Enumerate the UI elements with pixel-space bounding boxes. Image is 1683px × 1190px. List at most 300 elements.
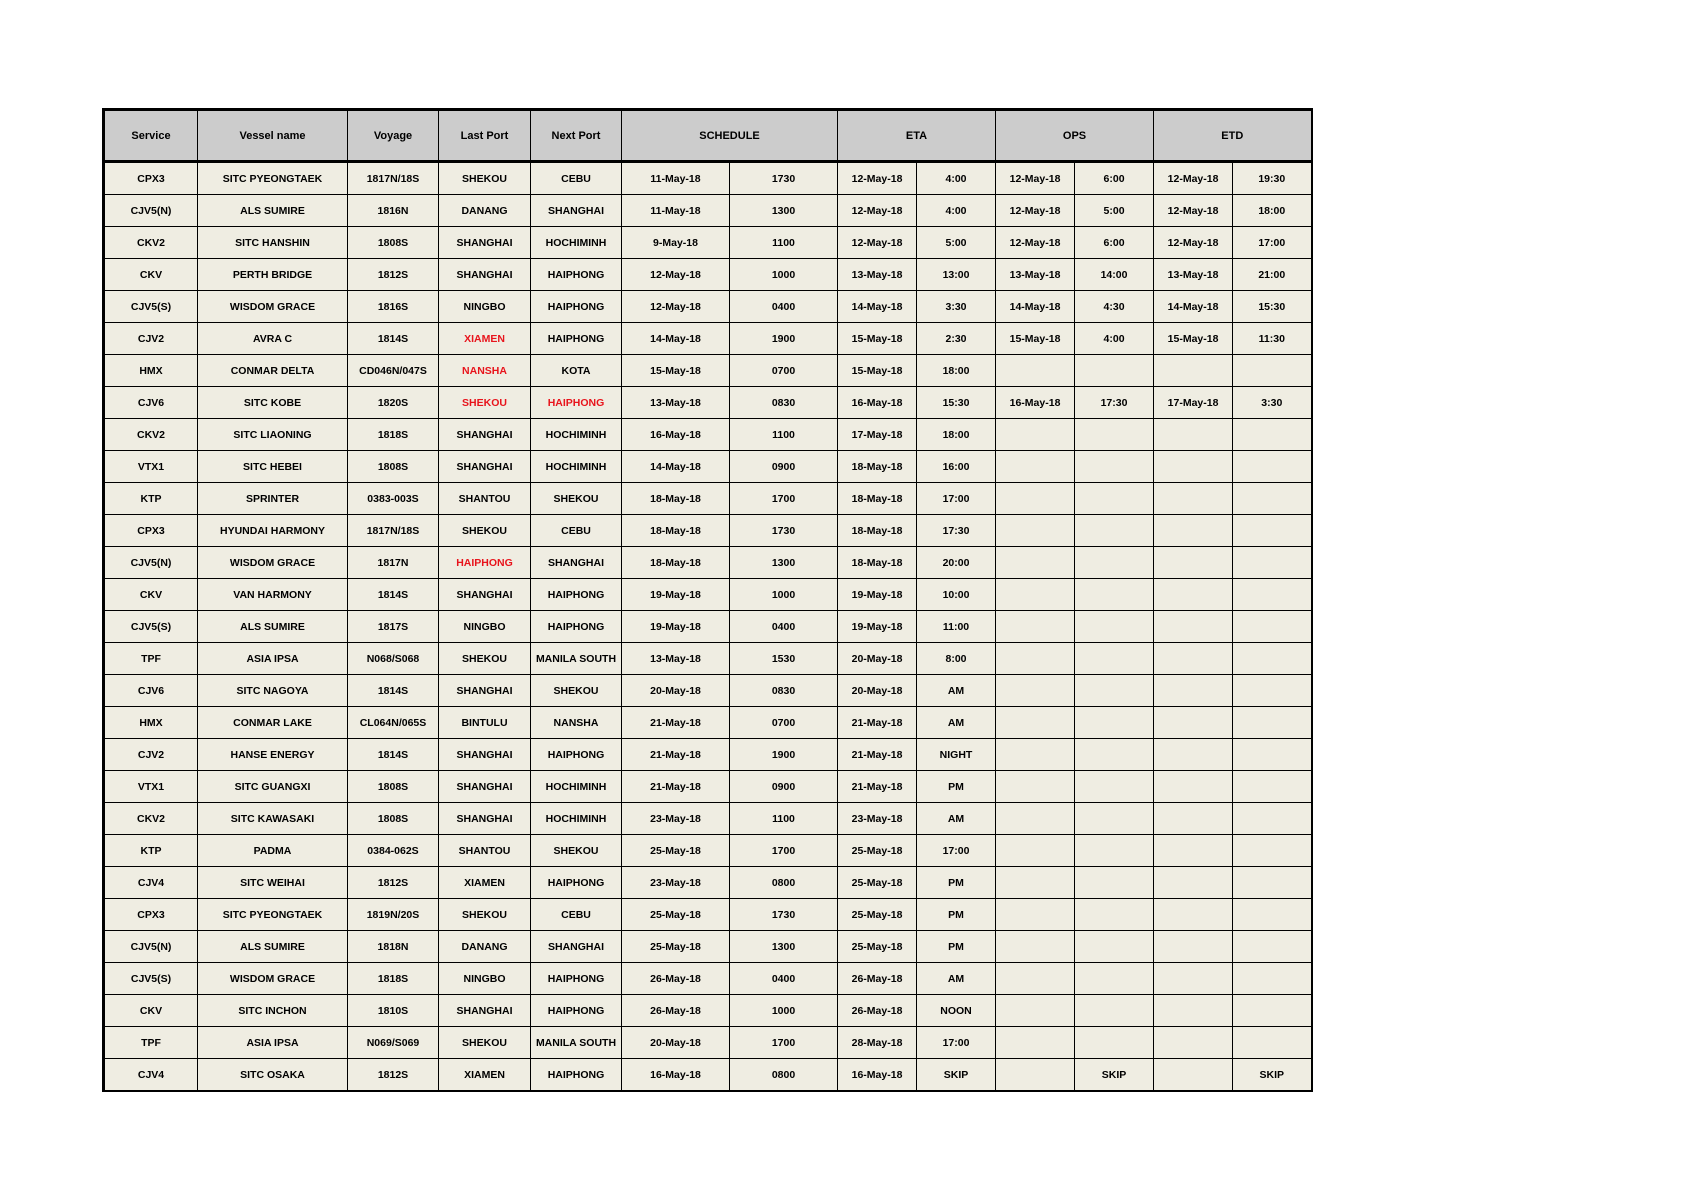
cell-voyage: 1814S	[348, 739, 439, 771]
cell-ops-time: 6:00	[1075, 162, 1154, 195]
cell-voyage: 1814S	[348, 579, 439, 611]
table-row	[104, 643, 1312, 675]
cell-vessel-name: SPRINTER	[198, 483, 348, 515]
cell-service: CKV2	[104, 419, 198, 451]
cell-voyage: N068/S068	[348, 643, 439, 675]
cell-schedule-date: 18-May-18	[622, 515, 730, 547]
table-row	[104, 803, 1312, 835]
cell-ops-time: 4:30	[1075, 291, 1154, 323]
cell-schedule-date: 18-May-18	[622, 547, 730, 579]
cell-schedule-date: 14-May-18	[622, 323, 730, 355]
cell-service: CKV	[104, 259, 198, 291]
cell-eta-time: 20:00	[917, 547, 996, 579]
cell-ops-time: 5:00	[1075, 195, 1154, 227]
cell-ops-date	[996, 771, 1075, 803]
cell-eta-time: 11:00	[917, 611, 996, 643]
cell-schedule-time: 1100	[730, 419, 838, 451]
cell-last-port: DANANG	[439, 195, 531, 227]
table-row	[104, 483, 1312, 515]
cell-service: CJV5(S)	[104, 963, 198, 995]
cell-etd-date	[1154, 1059, 1233, 1092]
cell-schedule-time: 1700	[730, 835, 838, 867]
cell-schedule-time: 0700	[730, 355, 838, 387]
cell-ops-time	[1075, 675, 1154, 707]
cell-last-port: NINGBO	[439, 611, 531, 643]
cell-schedule-time: 0900	[730, 451, 838, 483]
cell-eta-time: 3:30	[917, 291, 996, 323]
cell-ops-time	[1075, 867, 1154, 899]
cell-etd-time	[1233, 835, 1312, 867]
cell-etd-time	[1233, 451, 1312, 483]
cell-eta-date: 17-May-18	[838, 419, 917, 451]
cell-voyage: 1808S	[348, 771, 439, 803]
cell-voyage: 1818N	[348, 931, 439, 963]
cell-ops-date	[996, 707, 1075, 739]
cell-eta-date: 12-May-18	[838, 227, 917, 259]
cell-ops-date	[996, 419, 1075, 451]
cell-service: CJV6	[104, 387, 198, 419]
header-eta: ETA	[838, 110, 996, 162]
cell-eta-time: SKIP	[917, 1059, 996, 1092]
cell-etd-date	[1154, 547, 1233, 579]
cell-next-port: SHEKOU	[531, 483, 622, 515]
cell-next-port: MANILA SOUTH	[531, 1027, 622, 1059]
cell-next-port: SHANGHAI	[531, 547, 622, 579]
cell-etd-time	[1233, 771, 1312, 803]
cell-ops-time	[1075, 355, 1154, 387]
cell-next-port: MANILA SOUTH	[531, 643, 622, 675]
cell-eta-time: 4:00	[917, 162, 996, 195]
cell-ops-date	[996, 835, 1075, 867]
cell-schedule-date: 23-May-18	[622, 803, 730, 835]
cell-last-port: SHANGHAI	[439, 259, 531, 291]
cell-etd-time: 15:30	[1233, 291, 1312, 323]
cell-last-port: SHANTOU	[439, 835, 531, 867]
cell-eta-time: 10:00	[917, 579, 996, 611]
cell-eta-date: 15-May-18	[838, 323, 917, 355]
cell-last-port: SHEKOU	[439, 387, 531, 419]
cell-eta-date: 25-May-18	[838, 899, 917, 931]
cell-ops-time	[1075, 707, 1154, 739]
cell-etd-date	[1154, 771, 1233, 803]
cell-vessel-name: SITC LIAONING	[198, 419, 348, 451]
cell-ops-date	[996, 803, 1075, 835]
cell-last-port: HAIPHONG	[439, 547, 531, 579]
cell-service: CJV4	[104, 1059, 198, 1092]
cell-voyage: CD046N/047S	[348, 355, 439, 387]
cell-service: VTX1	[104, 771, 198, 803]
table-row	[104, 995, 1312, 1027]
cell-ops-date	[996, 739, 1075, 771]
cell-eta-time: 4:00	[917, 195, 996, 227]
cell-schedule-time: 0900	[730, 771, 838, 803]
table-row	[104, 323, 1312, 355]
cell-schedule-time: 1730	[730, 899, 838, 931]
cell-schedule-time: 1730	[730, 515, 838, 547]
cell-etd-date	[1154, 899, 1233, 931]
cell-service: VTX1	[104, 451, 198, 483]
cell-voyage: CL064N/065S	[348, 707, 439, 739]
header-ops: OPS	[996, 110, 1154, 162]
cell-ops-time	[1075, 643, 1154, 675]
table-row	[104, 739, 1312, 771]
cell-ops-time	[1075, 483, 1154, 515]
cell-eta-date: 21-May-18	[838, 739, 917, 771]
cell-schedule-time: 0400	[730, 291, 838, 323]
cell-ops-date	[996, 995, 1075, 1027]
cell-eta-date: 25-May-18	[838, 867, 917, 899]
cell-ops-time	[1075, 803, 1154, 835]
cell-vessel-name: PADMA	[198, 835, 348, 867]
cell-schedule-date: 16-May-18	[622, 1059, 730, 1092]
cell-ops-time	[1075, 451, 1154, 483]
cell-ops-date	[996, 643, 1075, 675]
cell-eta-time: AM	[917, 675, 996, 707]
cell-schedule-date: 12-May-18	[622, 291, 730, 323]
cell-ops-date: 12-May-18	[996, 195, 1075, 227]
cell-etd-time: 3:30	[1233, 387, 1312, 419]
cell-eta-time: PM	[917, 899, 996, 931]
cell-voyage: 1812S	[348, 259, 439, 291]
table-row	[104, 899, 1312, 931]
cell-etd-date	[1154, 483, 1233, 515]
cell-next-port: CEBU	[531, 515, 622, 547]
cell-eta-date: 20-May-18	[838, 675, 917, 707]
cell-vessel-name: AVRA C	[198, 323, 348, 355]
cell-ops-date: 16-May-18	[996, 387, 1075, 419]
cell-vessel-name: CONMAR LAKE	[198, 707, 348, 739]
cell-service: CJV5(S)	[104, 291, 198, 323]
cell-ops-time	[1075, 547, 1154, 579]
cell-voyage: 1812S	[348, 1059, 439, 1092]
cell-schedule-date: 14-May-18	[622, 451, 730, 483]
cell-etd-time: 11:30	[1233, 323, 1312, 355]
cell-last-port: SHANGHAI	[439, 579, 531, 611]
cell-vessel-name: ALS SUMIRE	[198, 931, 348, 963]
cell-ops-date	[996, 611, 1075, 643]
cell-voyage: 1808S	[348, 227, 439, 259]
cell-etd-date	[1154, 355, 1233, 387]
cell-schedule-time: 1100	[730, 227, 838, 259]
cell-schedule-date: 26-May-18	[622, 995, 730, 1027]
cell-schedule-time: 1300	[730, 547, 838, 579]
cell-etd-time	[1233, 739, 1312, 771]
cell-etd-time	[1233, 899, 1312, 931]
cell-etd-date	[1154, 707, 1233, 739]
cell-schedule-date: 23-May-18	[622, 867, 730, 899]
cell-etd-time: 17:00	[1233, 227, 1312, 259]
cell-voyage: 1814S	[348, 323, 439, 355]
cell-etd-time	[1233, 867, 1312, 899]
cell-last-port: DANANG	[439, 931, 531, 963]
cell-next-port: HAIPHONG	[531, 259, 622, 291]
cell-schedule-date: 20-May-18	[622, 675, 730, 707]
cell-last-port: SHEKOU	[439, 515, 531, 547]
cell-ops-date	[996, 483, 1075, 515]
cell-voyage: 1812S	[348, 867, 439, 899]
cell-eta-date: 12-May-18	[838, 162, 917, 195]
cell-etd-date	[1154, 995, 1233, 1027]
cell-last-port: SHANGHAI	[439, 675, 531, 707]
cell-ops-date	[996, 675, 1075, 707]
cell-ops-time: 14:00	[1075, 259, 1154, 291]
cell-last-port: SHEKOU	[439, 643, 531, 675]
cell-service: CJV5(N)	[104, 195, 198, 227]
cell-next-port: SHEKOU	[531, 675, 622, 707]
table-row	[104, 419, 1312, 451]
cell-service: CKV2	[104, 227, 198, 259]
cell-service: CKV	[104, 579, 198, 611]
cell-eta-date: 26-May-18	[838, 995, 917, 1027]
cell-etd-time	[1233, 803, 1312, 835]
cell-vessel-name: SITC PYEONGTAEK	[198, 162, 348, 195]
cell-last-port: SHEKOU	[439, 1027, 531, 1059]
cell-ops-time	[1075, 835, 1154, 867]
cell-schedule-date: 11-May-18	[622, 195, 730, 227]
cell-schedule-time: 1300	[730, 931, 838, 963]
cell-etd-time	[1233, 547, 1312, 579]
table-row	[104, 195, 1312, 227]
cell-next-port: SHEKOU	[531, 835, 622, 867]
cell-service: CJV5(N)	[104, 547, 198, 579]
cell-ops-time	[1075, 611, 1154, 643]
cell-eta-time: 17:00	[917, 483, 996, 515]
table-row	[104, 611, 1312, 643]
cell-next-port: HAIPHONG	[531, 323, 622, 355]
cell-schedule-time: 1000	[730, 995, 838, 1027]
cell-next-port: KOTA	[531, 355, 622, 387]
table-row	[104, 931, 1312, 963]
cell-vessel-name: SITC KAWASAKI	[198, 803, 348, 835]
table-row	[104, 1027, 1312, 1059]
cell-eta-time: 2:30	[917, 323, 996, 355]
cell-etd-time	[1233, 419, 1312, 451]
header-last-port: Last Port	[439, 110, 531, 162]
cell-voyage: N069/S069	[348, 1027, 439, 1059]
cell-eta-time: 18:00	[917, 419, 996, 451]
cell-etd-date	[1154, 643, 1233, 675]
cell-etd-date: 14-May-18	[1154, 291, 1233, 323]
cell-vessel-name: SITC NAGOYA	[198, 675, 348, 707]
cell-voyage: 1817N/18S	[348, 162, 439, 195]
cell-voyage: 1816N	[348, 195, 439, 227]
cell-etd-date	[1154, 803, 1233, 835]
table-row	[104, 259, 1312, 291]
cell-eta-date: 12-May-18	[838, 195, 917, 227]
cell-ops-date: 15-May-18	[996, 323, 1075, 355]
cell-ops-date: 13-May-18	[996, 259, 1075, 291]
cell-eta-time: 17:00	[917, 1027, 996, 1059]
cell-last-port: SHANGHAI	[439, 451, 531, 483]
cell-vessel-name: WISDOM GRACE	[198, 547, 348, 579]
header-service: Service	[104, 110, 198, 162]
cell-voyage: 1817N	[348, 547, 439, 579]
cell-schedule-time: 0800	[730, 867, 838, 899]
cell-ops-time	[1075, 931, 1154, 963]
cell-next-port: HAIPHONG	[531, 867, 622, 899]
cell-ops-date	[996, 1027, 1075, 1059]
cell-voyage: 1818S	[348, 963, 439, 995]
cell-ops-time	[1075, 579, 1154, 611]
cell-etd-time	[1233, 995, 1312, 1027]
cell-etd-date	[1154, 675, 1233, 707]
table-row	[104, 291, 1312, 323]
cell-vessel-name: CONMAR DELTA	[198, 355, 348, 387]
cell-etd-time	[1233, 611, 1312, 643]
cell-schedule-date: 20-May-18	[622, 1027, 730, 1059]
cell-vessel-name: SITC GUANGXI	[198, 771, 348, 803]
cell-schedule-date: 9-May-18	[622, 227, 730, 259]
cell-etd-date	[1154, 419, 1233, 451]
cell-next-port: HAIPHONG	[531, 611, 622, 643]
cell-eta-date: 19-May-18	[838, 579, 917, 611]
cell-next-port: SHANGHAI	[531, 931, 622, 963]
cell-eta-date: 15-May-18	[838, 355, 917, 387]
cell-etd-date: 12-May-18	[1154, 227, 1233, 259]
cell-last-port: NINGBO	[439, 963, 531, 995]
cell-schedule-date: 26-May-18	[622, 963, 730, 995]
cell-eta-date: 28-May-18	[838, 1027, 917, 1059]
cell-schedule-time: 0830	[730, 387, 838, 419]
cell-service: CJV6	[104, 675, 198, 707]
cell-eta-date: 18-May-18	[838, 515, 917, 547]
header-etd: ETD	[1154, 110, 1312, 162]
cell-schedule-time: 0400	[730, 611, 838, 643]
cell-ops-date	[996, 451, 1075, 483]
cell-etd-time	[1233, 355, 1312, 387]
cell-schedule-date: 11-May-18	[622, 162, 730, 195]
cell-voyage: 1810S	[348, 995, 439, 1027]
cell-last-port: SHANGHAI	[439, 803, 531, 835]
cell-vessel-name: SITC KOBE	[198, 387, 348, 419]
cell-eta-date: 26-May-18	[838, 963, 917, 995]
cell-eta-time: 17:00	[917, 835, 996, 867]
cell-service: CJV5(N)	[104, 931, 198, 963]
cell-ops-date	[996, 579, 1075, 611]
cell-etd-date: 17-May-18	[1154, 387, 1233, 419]
cell-voyage: 1819N/20S	[348, 899, 439, 931]
cell-schedule-time: 0830	[730, 675, 838, 707]
cell-eta-time: 16:00	[917, 451, 996, 483]
cell-eta-date: 21-May-18	[838, 771, 917, 803]
cell-vessel-name: HYUNDAI HARMONY	[198, 515, 348, 547]
cell-vessel-name: ALS SUMIRE	[198, 611, 348, 643]
cell-ops-time: 6:00	[1075, 227, 1154, 259]
cell-etd-time: SKIP	[1233, 1059, 1312, 1092]
cell-ops-time	[1075, 963, 1154, 995]
cell-eta-date: 18-May-18	[838, 483, 917, 515]
cell-service: TPF	[104, 1027, 198, 1059]
cell-ops-time: SKIP	[1075, 1059, 1154, 1092]
cell-vessel-name: HANSE ENERGY	[198, 739, 348, 771]
cell-next-port: HAIPHONG	[531, 963, 622, 995]
cell-schedule-time: 1300	[730, 195, 838, 227]
cell-ops-time	[1075, 899, 1154, 931]
cell-eta-time: NIGHT	[917, 739, 996, 771]
table-row	[104, 963, 1312, 995]
cell-schedule-date: 21-May-18	[622, 739, 730, 771]
cell-service: KTP	[104, 483, 198, 515]
cell-vessel-name: PERTH BRIDGE	[198, 259, 348, 291]
cell-schedule-time: 1730	[730, 162, 838, 195]
cell-next-port: HOCHIMINH	[531, 419, 622, 451]
table-row	[104, 1059, 1312, 1092]
cell-eta-time: 13:00	[917, 259, 996, 291]
cell-eta-date: 13-May-18	[838, 259, 917, 291]
cell-last-port: XIAMEN	[439, 867, 531, 899]
cell-ops-date	[996, 515, 1075, 547]
cell-etd-time	[1233, 675, 1312, 707]
cell-ops-time: 4:00	[1075, 323, 1154, 355]
cell-schedule-date: 25-May-18	[622, 899, 730, 931]
cell-etd-time	[1233, 643, 1312, 675]
cell-next-port: HAIPHONG	[531, 995, 622, 1027]
cell-last-port: SHANGHAI	[439, 771, 531, 803]
cell-etd-date	[1154, 931, 1233, 963]
cell-voyage: 0384-062S	[348, 835, 439, 867]
cell-schedule-date: 13-May-18	[622, 387, 730, 419]
cell-next-port: HOCHIMINH	[531, 227, 622, 259]
cell-ops-time	[1075, 1027, 1154, 1059]
cell-vessel-name: SITC HANSHIN	[198, 227, 348, 259]
cell-last-port: SHANGHAI	[439, 227, 531, 259]
cell-eta-time: AM	[917, 963, 996, 995]
cell-vessel-name: SITC INCHON	[198, 995, 348, 1027]
cell-schedule-time: 1900	[730, 323, 838, 355]
cell-service: CJV5(S)	[104, 611, 198, 643]
cell-last-port: SHEKOU	[439, 899, 531, 931]
cell-vessel-name: SITC WEIHAI	[198, 867, 348, 899]
cell-ops-date	[996, 547, 1075, 579]
cell-voyage: 1808S	[348, 451, 439, 483]
cell-etd-date: 15-May-18	[1154, 323, 1233, 355]
cell-etd-date	[1154, 611, 1233, 643]
table-row	[104, 675, 1312, 707]
cell-last-port: SHEKOU	[439, 162, 531, 195]
cell-etd-time	[1233, 707, 1312, 739]
cell-vessel-name: VAN HARMONY	[198, 579, 348, 611]
cell-next-port: HAIPHONG	[531, 1059, 622, 1092]
cell-next-port: NANSHA	[531, 707, 622, 739]
cell-etd-time: 18:00	[1233, 195, 1312, 227]
cell-next-port: SHANGHAI	[531, 195, 622, 227]
cell-eta-date: 16-May-18	[838, 1059, 917, 1092]
cell-last-port: SHANTOU	[439, 483, 531, 515]
cell-ops-date: 14-May-18	[996, 291, 1075, 323]
cell-service: CKV2	[104, 803, 198, 835]
cell-etd-date	[1154, 515, 1233, 547]
cell-eta-date: 25-May-18	[838, 835, 917, 867]
vessel-schedule-table	[102, 108, 1313, 1092]
table-row	[104, 707, 1312, 739]
cell-schedule-time: 0700	[730, 707, 838, 739]
cell-schedule-time: 0400	[730, 963, 838, 995]
header-next-port: Next Port	[531, 110, 622, 162]
cell-vessel-name: SITC PYEONGTAEK	[198, 899, 348, 931]
cell-last-port: SHANGHAI	[439, 995, 531, 1027]
cell-schedule-date: 25-May-18	[622, 835, 730, 867]
cell-service: TPF	[104, 643, 198, 675]
cell-service: CPX3	[104, 899, 198, 931]
table-header-row	[104, 110, 1312, 162]
cell-eta-date: 19-May-18	[838, 611, 917, 643]
cell-eta-time: 5:00	[917, 227, 996, 259]
cell-schedule-time: 1900	[730, 739, 838, 771]
cell-vessel-name: ALS SUMIRE	[198, 195, 348, 227]
cell-next-port: CEBU	[531, 162, 622, 195]
table-row	[104, 515, 1312, 547]
cell-service: HMX	[104, 355, 198, 387]
